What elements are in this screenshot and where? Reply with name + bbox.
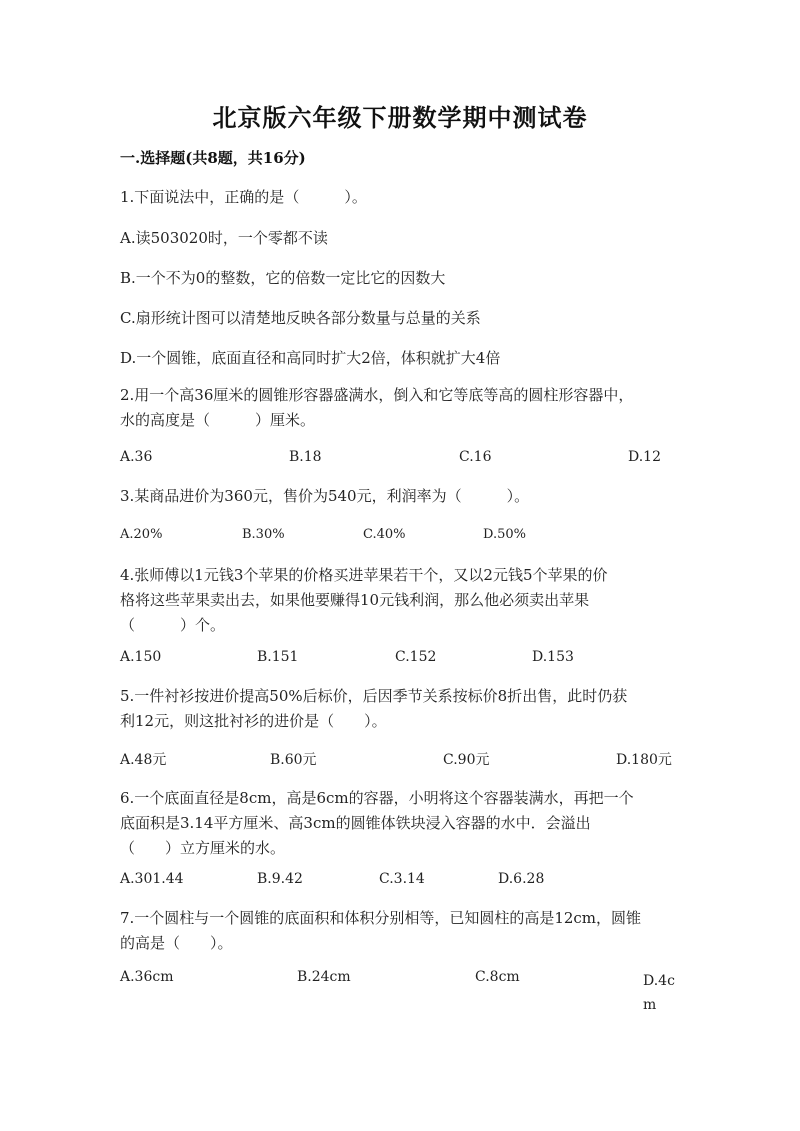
option-b: B.24cm (297, 969, 351, 985)
question-5 (120, 684, 680, 734)
option-a: A.48元 (120, 752, 167, 768)
question-1 (120, 185, 680, 210)
question-text: 6.一个底面直径是8cm，高是6cm的容器，小明将这个容器装满水，再把一个 (120, 789, 634, 807)
option-c: C.90元 (443, 752, 490, 768)
question-4 (120, 563, 680, 638)
option-b: B.18 (289, 449, 322, 465)
option-a: A.36cm (120, 969, 174, 985)
option-a: A.20% (120, 527, 163, 542)
question-text: 的高是（ ）。 (120, 934, 233, 952)
option-c: C.40% (363, 527, 406, 542)
option-d: D.4cm (643, 973, 675, 1013)
option-c: C.扇形统计图可以清楚地反映各部分数量与总量的关系 (120, 309, 481, 327)
question-text: 7.一个圆柱与一个圆锥的底面积和体积分别相等，已知圆柱的高是12cm，圆锥 (120, 909, 642, 927)
question-text: 底面积是3.14平方厘米、高3cm的圆锥体铁块浸入容器的水中．会溢出 (120, 814, 591, 832)
option-a: A.150 (120, 649, 162, 665)
option-b: B.一个不为0的整数，它的倍数一定比它的因数大 (120, 269, 446, 287)
question-text: 5.一件衬衫按进价提高50%后标价，后因季节关系按标价8折出售，此时仍获 (120, 687, 628, 705)
option-d: D.一个圆锥，底面直径和高同时扩大2倍，体积就扩大4倍 (120, 349, 501, 367)
question-text: 3.某商品进价为360元，售价为540元，利润率为（ ）。 (120, 487, 530, 505)
option-a: A.读503020时，一个零都不读 (120, 229, 328, 247)
page-title: 北京版六年级下册数学期中测试卷 (212, 103, 588, 132)
option-c: C.152 (395, 649, 437, 665)
option-b: B.30% (242, 527, 285, 542)
option-b: B.60元 (270, 752, 317, 768)
option-d: D.153 (532, 649, 574, 665)
question-text: 利12元，则这批衬衫的进价是（ ）。 (120, 712, 387, 730)
section-heading: 一.选择题(共8题，共16分) (120, 149, 306, 167)
option-c: C.8cm (475, 969, 520, 985)
question-text: 格将这些苹果卖出去，如果他要赚得10元钱利润，那么他必须卖出苹果 (120, 591, 590, 609)
option-b: B.151 (257, 649, 299, 665)
question-text: 4.张师傅以1元钱3个苹果的价格买进苹果若干个，又以2元钱5个苹果的价 (120, 566, 608, 584)
question-7 (120, 906, 680, 956)
question-text: 2.用一个高36厘米的圆锥形容器盛满水，倒入和它等底等高的圆柱形容器中， (120, 386, 634, 404)
question-3 (120, 484, 680, 509)
question-text: 1.下面说法中，正确的是（ ）。 (120, 188, 367, 206)
option-b: B.9.42 (257, 871, 303, 887)
question-text: 水的高度是（ ）厘米。 (120, 411, 316, 429)
question-text: （ ）立方厘米的水。 (120, 839, 286, 857)
option-d: D.180元 (616, 752, 672, 768)
question-2 (120, 383, 680, 433)
option-a: A.301.44 (120, 871, 184, 887)
option-c: C.3.14 (379, 871, 425, 887)
question-6 (120, 786, 680, 861)
option-a: A.36 (120, 449, 153, 465)
question-text: （ ）个。 (120, 616, 226, 634)
option-d: D.12 (628, 449, 661, 465)
option-d: D.50% (483, 527, 526, 542)
option-d: D.6.28 (498, 871, 545, 887)
option-c: C.16 (459, 449, 492, 465)
